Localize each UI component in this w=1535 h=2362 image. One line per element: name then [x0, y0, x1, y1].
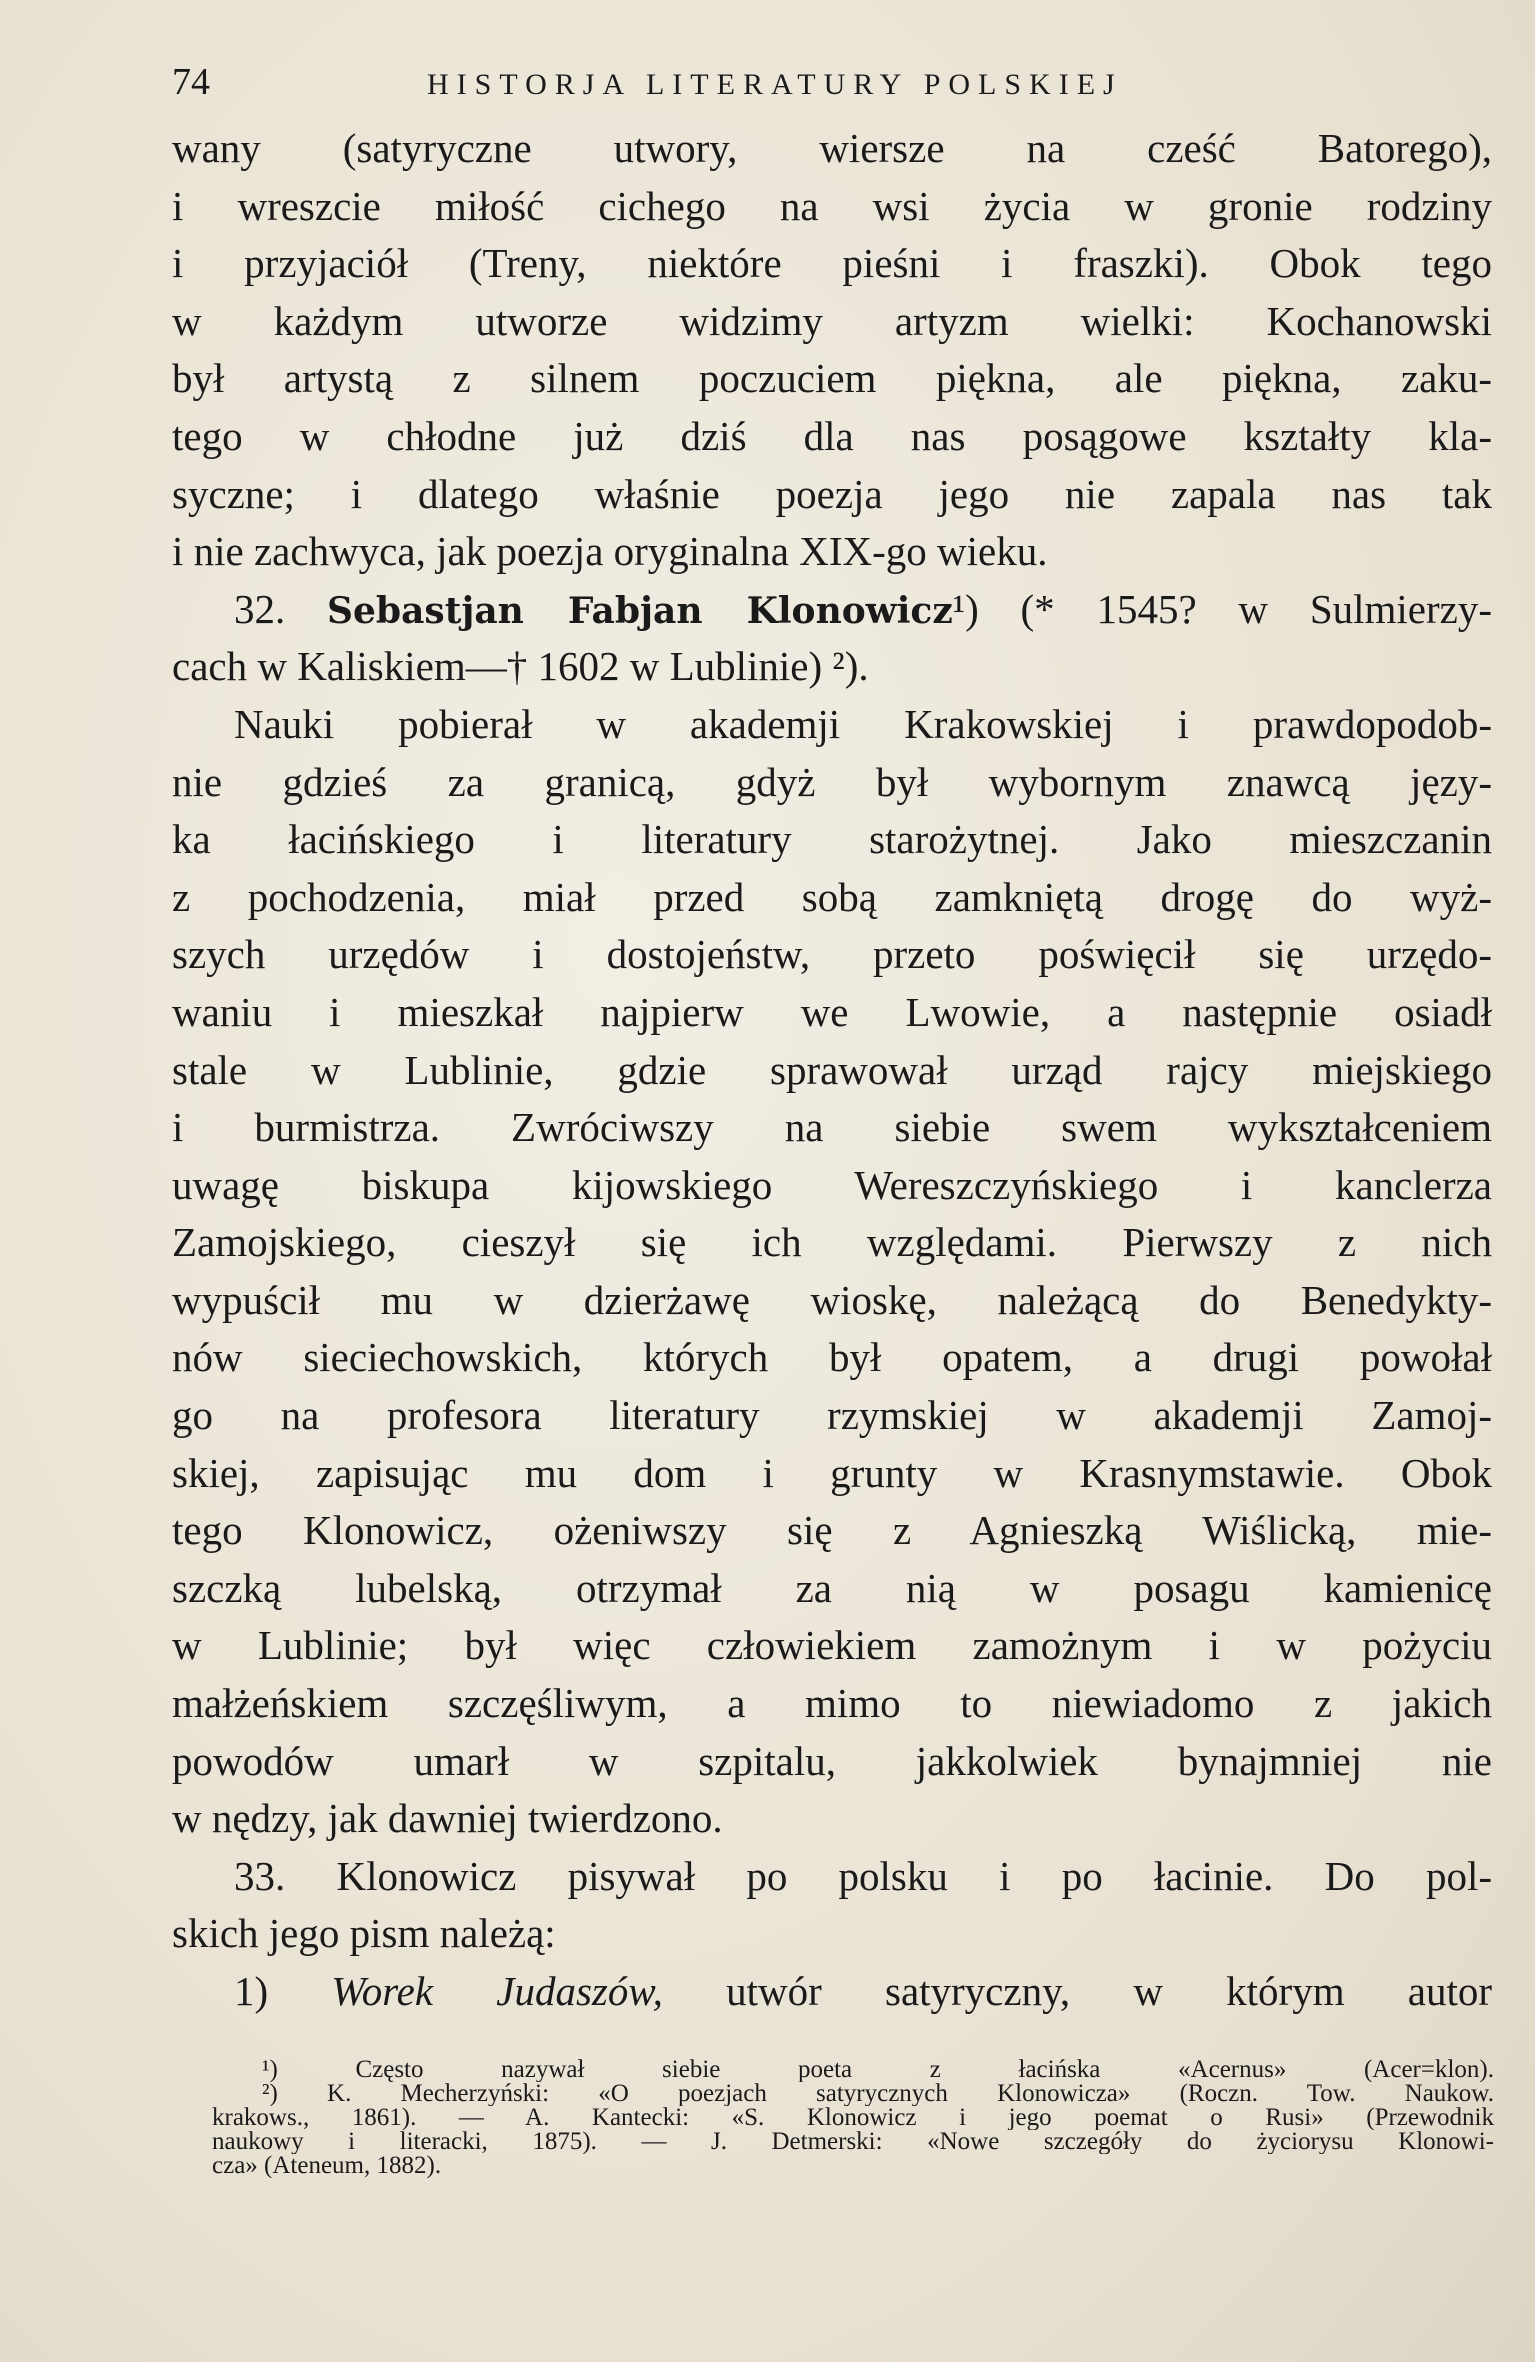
- text-line: go na profesora literatury rzymskiej w akademji Zamoj-: [172, 1392, 1492, 1439]
- text-line: powodów umarł w szpitalu, jakkolwiek bynajmniej nie: [172, 1737, 1492, 1784]
- text-line: szych urzędów i dostojeństw, przeto poświęcił się urzędo-: [172, 931, 1492, 978]
- text-line: i przyjaciół (Treny, niektóre pieśni i fraszki). Obok tego: [172, 240, 1492, 287]
- text-line: i nie zachwyca, jak poezja oryginalna XIX-go wieku.: [172, 528, 1048, 575]
- author-name: Sebastjan Fabjan Klonowicz: [327, 589, 953, 632]
- text-line: i wreszcie miłość cichego na wsi życia w gronie rodziny: [172, 182, 1492, 229]
- text-line: ka łacińskiego i literatury starożytnej. Jako mieszczanin: [172, 816, 1492, 863]
- text-line: nów sieciechowskich, których był opatem, a drugi powołał: [172, 1334, 1492, 1381]
- text-line: skiej, zapisując mu dom i grunty w Krasnymstawie. Obok: [172, 1449, 1492, 1496]
- text-line: syczne; i dlatego właśnie poezja jego nie zapala nas tak: [172, 470, 1492, 517]
- text-line: skich jego pism należą:: [172, 1910, 556, 1957]
- section-heading-rest: ¹) (* 1545? w Sulmierzy-: [952, 585, 1492, 632]
- footnote-line: cza» (Ateneum, 1882).: [212, 2154, 442, 2178]
- section-heading-32: [172, 581, 1492, 639]
- text-line: był artystą z silnem poczuciem piękna, ale piękna, zaku-: [172, 355, 1492, 402]
- text-line: uwagę biskupa kijowskiego Wereszczyńskiego i kanclerza: [172, 1161, 1492, 1208]
- text-line: i burmistrza. Zwróciwszy na siebie swem wykształceniem: [172, 1104, 1492, 1151]
- text-line: Zamojskiego, cieszył się ich względami. Pierwszy z nich: [172, 1219, 1492, 1266]
- text-line: szczką lubelską, otrzymał za nią w posagu kamienicę: [172, 1564, 1492, 1611]
- item-text: utwór satyryczny, w którym autor: [726, 1968, 1492, 2014]
- footnote-line: ²) K. Mecherzyński: «O poezjach satyrycznych Klonowicza» (Roczn. Tow. Naukow.: [262, 2082, 1494, 2106]
- page-body: [172, 120, 1492, 2021]
- text-line: z pochodzenia, miał przed sobą zamkniętą drogę do wyż-: [172, 873, 1492, 920]
- text-line: cach w Kaliskiem—† 1602 w Lublinie) ²).: [172, 643, 869, 690]
- work-title: Worek Judaszów,: [331, 1968, 663, 2014]
- text-line: wany (satyryczne utwory, wiersze na cześć Batorego),: [172, 125, 1492, 171]
- text-line: 33. Klonowicz pisywał po polsku i po łacinie. Do pol-: [234, 1852, 1492, 1899]
- text-line: stale w Lublinie, gdzie sprawował urząd rajcy miejskiego: [172, 1046, 1492, 1093]
- text-line: waniu i mieszkał najpierw we Lwowie, a następnie osiadł: [172, 988, 1492, 1035]
- text-line: tego Klonowicz, ożeniwszy się z Agnieszką Wiślicką, mie-: [172, 1507, 1492, 1554]
- text-line: w każdym utworze widzimy artyzm wielki: Kochanowski: [172, 297, 1492, 344]
- text-line: małżeńskiem szczęśliwym, a mimo to niewiadomo z jakich: [172, 1680, 1492, 1727]
- text-line: nie gdzieś za granicą, gdyż był wybornym znawcą języ-: [172, 758, 1492, 805]
- footnote-line: naukowy i literacki, 1875). — J. Detmerski: «Nowe szczegóły do życiorysu Klonowi-: [212, 2130, 1494, 2154]
- text-line: wypuścił mu w dzierżawę wioskę, należącą do Benedykty-: [172, 1276, 1492, 1323]
- text-line: Nauki pobierał w akademji Krakowskiej i prawdopodob-: [234, 700, 1492, 747]
- text-line: tego w chłodne już dziś dla nas posągowe kształty kla-: [172, 412, 1492, 459]
- page-header: [172, 60, 1445, 110]
- running-title: HISTORJA LITERATURY POLSKIEJ: [427, 68, 1123, 101]
- item-number: 1): [234, 1968, 269, 2014]
- footnotes: [212, 2058, 1494, 2178]
- footnote-line: krakows., 1861). — A. Kantecki: «S. Klonowicz i jego poemat o Rusi» (Przewodnik: [212, 2106, 1494, 2130]
- text-line: w nędzy, jak dawniej twierdzono.: [172, 1795, 723, 1842]
- section-number: 32.: [234, 585, 286, 632]
- text-line: w Lublinie; był więc człowiekiem zamożnym i w pożyciu: [172, 1622, 1492, 1669]
- list-item: [172, 1963, 1492, 2021]
- page-number: 74: [172, 61, 210, 103]
- footnote-line: ¹) Często nazywał siebie poeta z łacińska «Acernus» (Acer=klon).: [262, 2058, 1494, 2082]
